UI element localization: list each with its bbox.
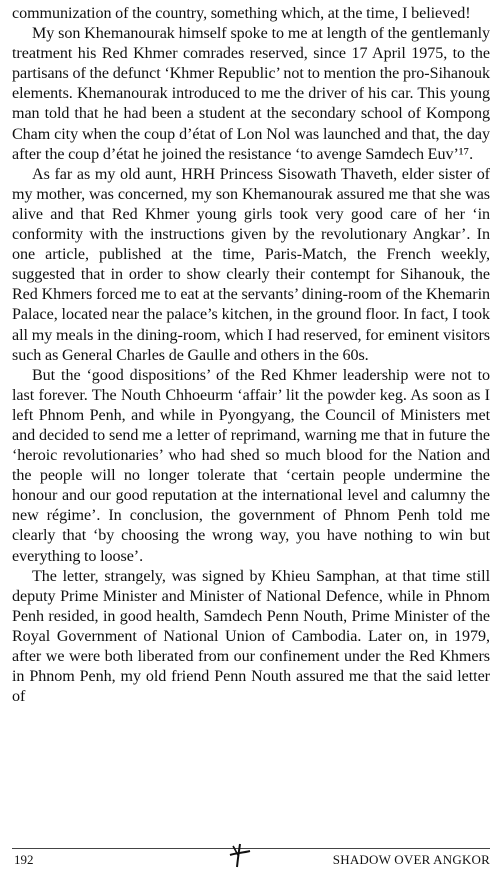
body-text <box>12 4 490 707</box>
paragraph-letter: The letter, strangely, was signed by Khieu Samphan, at that time still deputy Prime Minister and Minister of National Defence, while in Phnom Penh resided, in good health, Samdech Penn Nouth, Prime Minister of the Royal Government of National Union of Cambodia. Later on, in 1979, after we were both liberated from our confinement under the Red Khmers in Phnom Penh, my old friend Penn Nouth assured me that the said letter of <box>12 567 490 706</box>
page-footer <box>12 848 490 867</box>
page-number: 192 <box>14 852 34 867</box>
running-title: SHADOW OVER ANGKOR <box>332 852 490 867</box>
paragraph-continued: communization of the country, something which, at the time, I believed! <box>12 5 471 22</box>
handwritten-mark-icon <box>224 841 254 869</box>
paragraph-dispositions: But the ‘good dispositions’ of the Red Khmer leadership were not to last forever. The Nouth Chhoeurm ‘affair’ lit the powder keg. As soon as I left Phnom Penh, and while in Pyongyang, the Council of Ministers met and decided to send me a letter of reprimand, warning me that in future the ‘heroic revolutionaries’ who had shed so much blood for the Nation and the people will no longer tolerate that ‘certain people undermine the honour and our good reputation at the international level and calumny the new régime’. In conclusion, the government of Phnom Penh told me clearly that ‘by choosing the wrong way, you have nothing to win but everything to loose’. <box>12 366 490 565</box>
paragraph-khemanourak: My son Khemanourak himself spoke to me at length of the gentlemanly treatment his Red Khmer comrades reserved, since 17 April 1975, to the partisans of the defunct ‘Khmer Republic’ not to mention the pro-Sihanouk elements. Khemanourak introduced to me the driver of his car. This young man told that he had been a student at the secondary school of Kompong Cham city when the coup d’état of Lon Nol was launched and that, the day after the coup d’état he joined the resistance ‘to avenge Samdech Euv’¹⁷. <box>12 25 490 163</box>
paragraph-aunt: As far as my old aunt, HRH Princess Sisowath Thaveth, elder sister of my mother, was concerned, my son Khemanourak assured me that she was alive and that Red Khmer young girls took very good care of her ‘in conformity with the instructions given by the revolutionary Angkar’. In one article, published at the time, Paris-Match, the French weekly, suggested that in order to show clearly their contempt for Sihanouk, the Red Khmers forced me to eat at the servants’ dining-room of the Khemarin Palace, located near the palace’s kitchen, in the ground floor. In fact, I took all my meals in the dining-room, which I had reserved, for eminent visitors such as General Charles de Gaulle and others in the 60s. <box>12 165 490 364</box>
